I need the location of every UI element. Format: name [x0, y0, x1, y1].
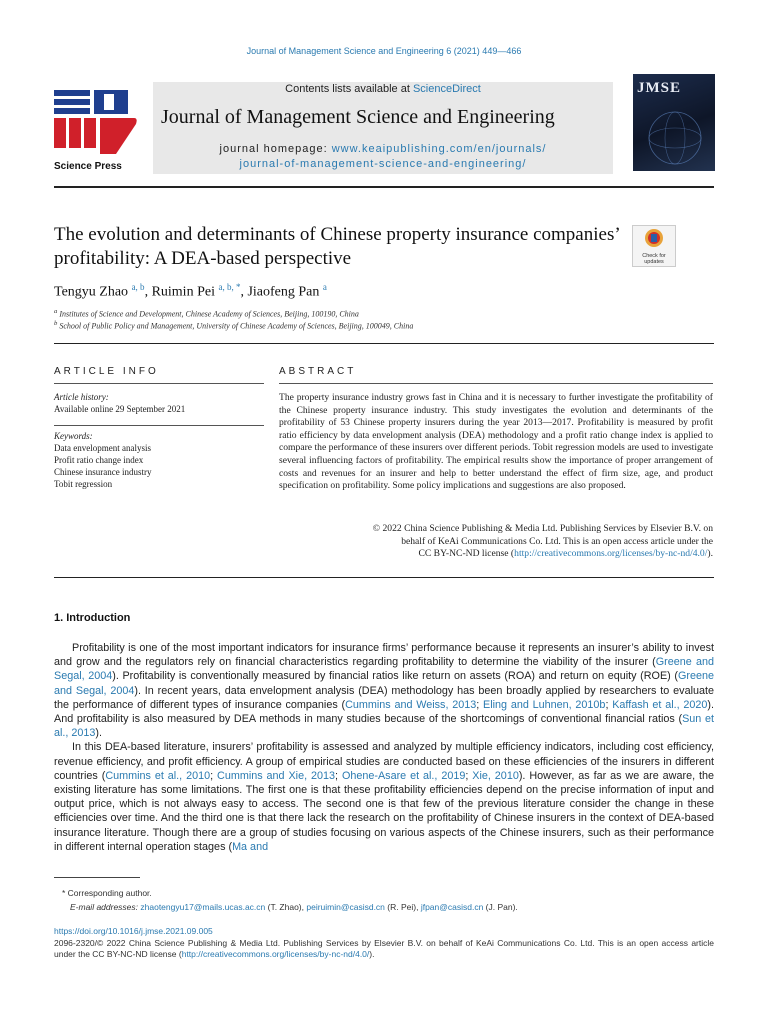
badge-line-2: updates: [644, 259, 664, 265]
publisher-name: Science Press: [54, 161, 122, 172]
paragraph-text: ). In recent years, data envelopment analysis (DEA) methodology has been broadly applied by researchers to evaluate the performance of different types of insurance companies (: [54, 684, 714, 711]
science-press-logo-icon: [54, 88, 138, 156]
abstract-copyright: © 2022 China Science Publishing & Media Ltd. Publishing Services by Elsevier B.V. on behalf of KeAi Communications Co. Ltd. This is an open access article under the CC BY-NC-ND license (http://creativecommons.org/licenses/by-nc-nd/4.0/).: [372, 523, 713, 560]
publisher-logo: [54, 88, 138, 170]
paragraph-text: ;: [335, 769, 342, 782]
license-link[interactable]: http://creativecommons.org/licenses/by-nc-nd/4.0/: [514, 548, 708, 560]
paragraph-text: In this DEA-based literature, insurers’ profitability is assessed and analyzed by multiple efficiency indicators, including cost efficiency, revenue efficiency, and profit efficiency. A group of empirical studies are conducted based on these efficiencies of the insurers in different countries (: [54, 741, 714, 782]
abstract-divider: [279, 383, 713, 384]
paragraph-text: ;: [465, 769, 473, 782]
paragraph-text: ;: [605, 698, 613, 711]
license-link[interactable]: http://creativecommons.org/licenses/by-nc-nd/4.0/: [181, 949, 370, 959]
badge-line-1: Check for: [642, 253, 666, 259]
journal-citation[interactable]: Journal of Management Science and Engineering 6 (2021) 449—466: [246, 46, 522, 56]
keyword: Chinese insurance industry: [54, 467, 152, 477]
abstract-text: The property insurance industry grows fast in China and it is necessary to further investigate the profitability of the Chinese property insurance industry. This study investigates the evolution and determinants of the profitability of 53 Chinese property insurers during the year 2013—2017. Profitability is measured by profit ratio efficiency by data envelopment analysis (DEA) methodology and a profit ratio change index is applied to compare the performance of these insurers over different periods. Tobit regression models are used to investigate several influencing factors of profitability. The empirical results show the importance of proper arrangement of costs and revenues for an insurer and help to better understand the effect of firm size, age, and product specification on profitability. Some policy implications and suggestions are also proposed.: [279, 392, 713, 492]
citation-link[interactable]: Sun et al., 2013: [54, 713, 714, 740]
abstract-heading: ABSTRACT: [279, 366, 357, 377]
keyword: Tobit regression: [54, 479, 113, 489]
paragraph-text: ). Profitability is conventionally measured by financial ratios like return on assets (ROA) and return on equity (ROE) (: [112, 670, 678, 683]
author-affil-mark[interactable]: a: [322, 282, 327, 292]
homepage-link-2[interactable]: journal-of-management-science-and-engineering/: [239, 158, 527, 170]
citation-link[interactable]: Cummins and Xie, 2013: [217, 769, 336, 782]
journal-banner: [153, 82, 613, 174]
paragraph-text: ). And profitability is also measured by DEA methods in many studies because of the shortcomings of conventional financial ratios (: [54, 698, 715, 726]
citation-link[interactable]: Ohene-Asare et al., 2019: [341, 769, 466, 782]
author-list: Tengyu Zhao $^{a, b}$, Ruimin Pei $^{a, b, *}$, Jiaofeng Pan $^a$: [54, 282, 327, 300]
affiliation: $^b$ School of Public Policy and Management, University of Chinese Academy of Sciences, Beijing, 100049, China: [54, 320, 414, 331]
author-name: Ruimin Pei: [151, 284, 215, 300]
info-divider: [54, 425, 264, 426]
journal-homepage: journal homepage: www.keaipublishing.com/en/journals/ journal-of-management-science-and-engineering/: [219, 143, 547, 170]
citation-link[interactable]: Kaffash et al., 2020: [612, 698, 708, 711]
author-name: Tengyu Zhao: [54, 284, 129, 300]
citation-link[interactable]: Greene and Segal, 2004: [54, 656, 714, 683]
publication-metadata: https://doi.org/10.1016/j.jmse.2021.09.005 2096-2320/© 2022 China Science Publishing & Media Ltd. Publishing Services by Elsevier B.V. on behalf of KeAi Communications Co. Ltd. This is an open access article under the CC BY-NC-ND license (http://creativecommons.org/licenses/by-nc-nd/4.0/).: [54, 926, 714, 959]
author-affil-mark[interactable]: a, b, *: [218, 282, 241, 292]
article-history: Article history: Available online 29 September 2021: [54, 392, 186, 414]
introduction-heading: 1. Introduction: [54, 612, 131, 624]
introduction-paragraph: [54, 740, 714, 854]
email-link[interactable]: zhaotengyu17@mails.ucas.ac.cn: [140, 902, 266, 912]
citation-link[interactable]: Cummins et al., 2010: [105, 769, 211, 782]
email-link[interactable]: jfpan@casisd.cn: [420, 902, 484, 912]
keyword: Data envelopment analysis: [54, 443, 151, 453]
footnote-divider: [54, 877, 140, 878]
citation-link[interactable]: Greene and Segal, 2004: [54, 670, 714, 697]
paragraph-text: ).: [95, 727, 103, 740]
paragraph-text: Profitability is one of the most important indicators for insurance firms’ performance because it represents an insurer’s ability to invest and grow and the regulators rely on financial characteristics regarding profitability to determine the viability of the insurer (: [54, 642, 714, 669]
abstract-bottom-divider: [54, 577, 714, 578]
introduction-paragraph: [54, 641, 714, 740]
keyword: Profit ratio change index: [54, 455, 144, 465]
keywords-block: Keywords: Data envelopment analysis Profit ratio change index Chinese insurance industry Tobit regression: [54, 430, 264, 490]
journal-title: Journal of Management Science and Engineering: [161, 106, 555, 128]
homepage-link-1[interactable]: www.keaipublishing.com/en/journals/: [331, 143, 547, 155]
citation-link[interactable]: Xie, 2010: [472, 769, 519, 782]
cover-title: JMSE: [637, 80, 682, 96]
paragraph-text: ;: [210, 769, 218, 782]
contents-line: Contents lists available at ScienceDirect: [285, 83, 481, 95]
paragraph-text: ). However, as far as we are aware, the existing literature has some limitations. The first one is that these profitability efficiencies depend on the precise information of input and output price, which is not always easy to access. The second one is that few of the previous literature consider the change in these efficiencies over time. And the third one is that there lack the research on the profitability of Chinese insurers in the context of DEA-based insurance literature. Though there are a group of studies focusing on various aspects of the Chinese insurers, such as their performance in different internal operation stages (: [54, 769, 715, 853]
check-updates-icon: [644, 228, 664, 248]
citation-link[interactable]: Cummins and Weiss, 2013: [345, 698, 477, 711]
section-divider: [54, 343, 714, 344]
email-addresses: E-mail addresses: zhaotengyu17@mails.ucas.ac.cn (T. Zhao), peiruimin@casisd.cn (R. Pei), jfpan@casisd.cn (J. Pan).: [70, 902, 518, 912]
citation-link[interactable]: Ma and: [232, 840, 269, 853]
sciencedirect-link[interactable]: ScienceDirect: [412, 83, 481, 95]
corresponding-author-note: * Corresponding author.: [62, 888, 152, 898]
affiliation: $^a$ Institutes of Science and Development, Chinese Academy of Sciences, Beijing, 100190, China: [54, 308, 359, 319]
info-divider: [54, 383, 264, 384]
introduction-body: [54, 641, 714, 854]
citation-link[interactable]: Eling and Luhnen, 2010b: [483, 698, 606, 711]
doi-link[interactable]: https://doi.org/10.1016/j.jmse.2021.09.005: [54, 926, 213, 936]
article-info-heading: ARTICLE INFO: [54, 366, 159, 377]
author-affil-mark[interactable]: a, b: [131, 282, 145, 292]
check-for-updates-badge[interactable]: [632, 225, 676, 267]
email-link[interactable]: peiruimin@casisd.cn: [306, 902, 385, 912]
article-title: The evolution and determinants of Chinese property insurance companies’ profitability: A DEA-based perspective: [54, 224, 620, 269]
cover-globe-icon: [633, 74, 715, 171]
header-divider: [54, 186, 714, 188]
paragraph-text: ;: [476, 698, 484, 711]
journal-cover-image: [633, 74, 715, 171]
author-name: Jiaofeng Pan: [247, 284, 320, 300]
